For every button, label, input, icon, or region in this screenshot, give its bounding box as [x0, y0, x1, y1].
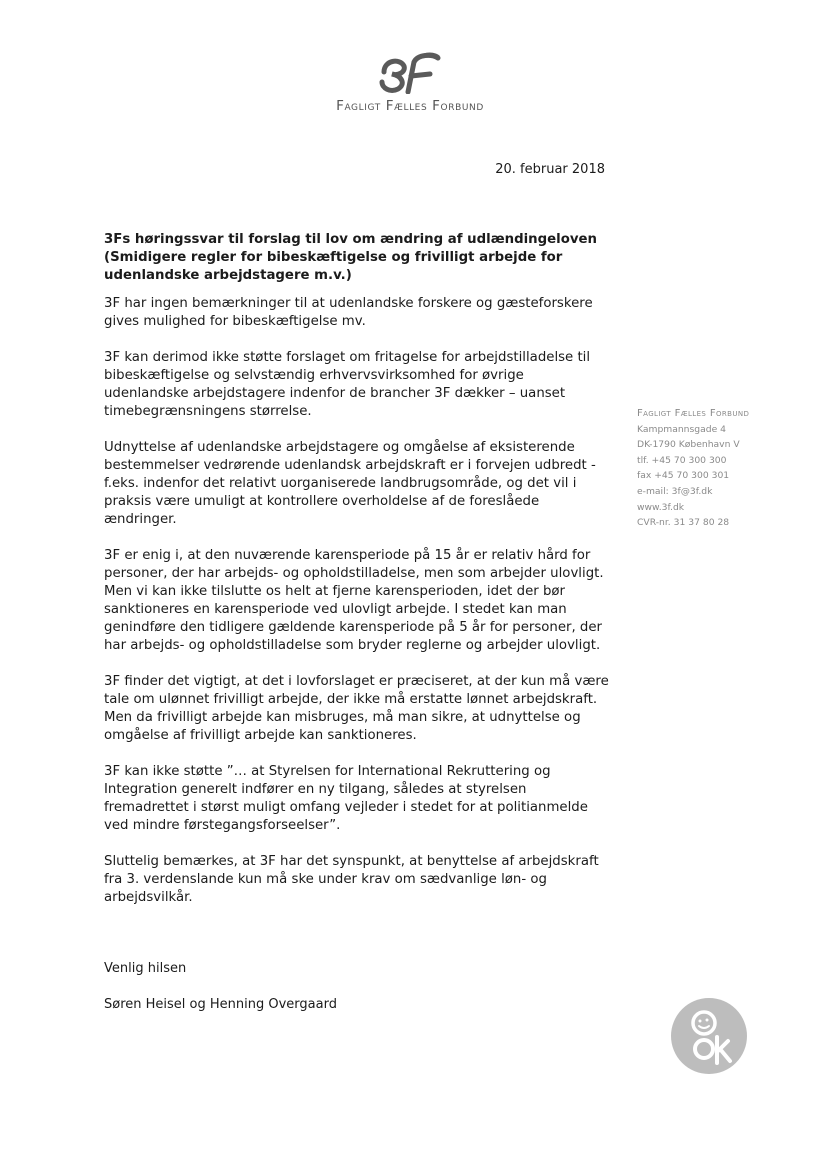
paragraph: 3F finder det vigtigt, at det i lovforslaget er præciseret, at der kun må være tale om ulønnet frivilligt arbejde, der ikke må erstatte lønnet arbejdskraft. Men da frivilligt arbejde kan misbruges, må man sikre, at udnyttelse og omgåelse af frivilligt arbejde kan sanktioneres. — [104, 674, 609, 743]
paragraph: 3F har ingen bemærkninger til at udenlandske forskere og gæsteforskere gives mulighed for bibeskæftigelse mv. — [104, 296, 593, 329]
3f-logo-icon — [378, 52, 442, 94]
sidebar-org: Fagligt Fælles Forbund — [637, 408, 750, 419]
header-logo — [300, 52, 520, 114]
title-line: 3Fs høringssvar til forslag til lov om ændring af udlændingeloven — [104, 232, 598, 247]
sidebar-city: DK-1790 København V — [637, 439, 740, 451]
ok-badge — [670, 997, 748, 1079]
paragraph: Sluttelig bemærkes, at 3F har det synspunkt, at benyttelse af arbejdskraft fra 3. verdenslande kun må ske under krav om sædvanlige løn- og arbejdsvilkår. — [104, 854, 599, 905]
sidebar-web: www.3f.dk — [637, 501, 685, 513]
letter-body — [104, 231, 609, 925]
contact-sidebar — [637, 406, 807, 531]
letter-title — [104, 231, 609, 285]
paragraph: 3F kan derimod ikke støtte forslaget om fritagelse for arbejdstilladelse til bibeskæftigelse og selvstændig erhvervsvirksomhed for øvrige udenlandske arbejdstagere indenfor de brancher 3F dækker – uanset timebegrænsningens størrelse. — [104, 350, 591, 419]
paragraph: 3F kan ikke støtte ”… at Styrelsen for International Rekruttering og Integration generelt indfører en ny tilgang, således at styrelsen fremadrettet i størst muligt omfang vejleder i stedet for at politianmelde ved mindre førstegangsforseelser”. — [104, 764, 588, 833]
sidebar-fax: fax +45 70 300 301 — [637, 470, 730, 482]
paragraph: 3F er enig i, at den nuværende karensperiode på 15 år er relativ hård for personer, der har arbejds- og opholdstilladelse, men som arbejder ulovligt. Men vi kan ikke tilslutte os helt at fjerne karensperioden, idet der bør sanktioneres en karensperiode ved ulovligt arbejde. I stedet kan man genindføre den tidligere gældende karensperiode på 5 år for personer, der har arbejds- og opholdstilladelse som bryder reglerne og arbejder ulovligt. — [104, 548, 604, 653]
title-line: (Smidigere regler for bibeskæftigelse og frivilligt arbejde for — [104, 250, 563, 265]
sidebar-cvr: CVR-nr. 31 37 80 28 — [637, 517, 730, 529]
title-line: udenlandske arbejdstagere m.v.) — [104, 268, 352, 283]
ok-figure-icon — [670, 997, 748, 1075]
sidebar-email: e-mail: 3f@3f.dk — [637, 485, 713, 497]
org-name: Fagligt Fælles Forbund — [336, 98, 484, 114]
closing-greeting: Venlig hilsen — [104, 961, 187, 976]
letter-date: 20. februar 2018 — [495, 162, 605, 177]
signature-names: Søren Heisel og Henning Overgaard — [104, 997, 337, 1012]
sidebar-phone: tlf. +45 70 300 300 — [637, 454, 727, 466]
sidebar-address: Kampmannsgade 4 — [637, 423, 726, 435]
paragraph: Udnyttelse af udenlandske arbejdstagere og omgåelse af eksisterende bestemmelser vedrørende udenlandsk arbejdskraft er i forvejen udbredt - f.eks. indenfor det relativt uorganiserede landbrugsområde, og det vil i praksis være umuligt at kontrollere overholdelse af de foreslåede ændringer. — [104, 440, 596, 527]
